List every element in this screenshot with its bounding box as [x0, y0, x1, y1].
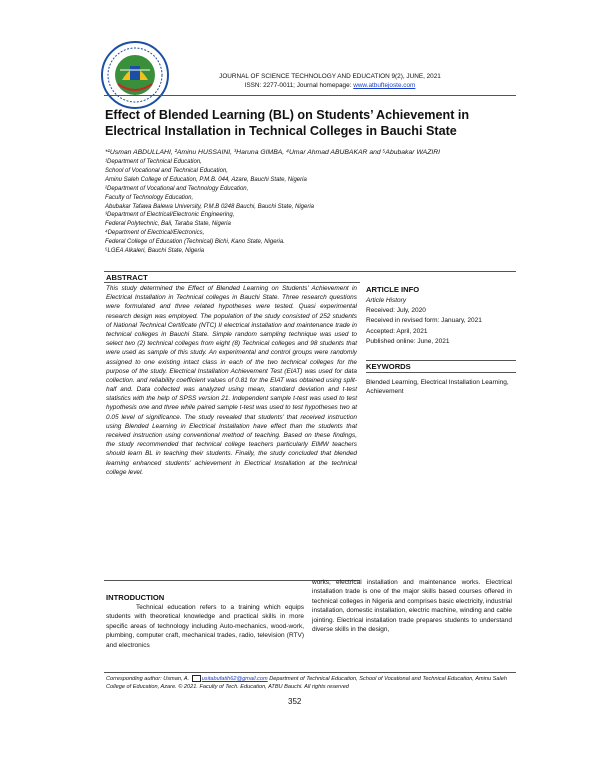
abstract-heading-rule: [104, 282, 360, 283]
affiliation-line: Federal Polytechnic, Bali, Taraba State, Nigeria: [105, 221, 231, 228]
envelope-icon: [192, 675, 201, 682]
affiliation-line: ⁵LGEA Alkaleri, Bauchi State, Nigeria: [105, 248, 205, 255]
paper-title: Effect of Blended Learning (BL) on Students’ Achievement in Electrical Installation in Technical Colleges in Bauchi State: [105, 108, 470, 138]
affiliation-line: ²Department of Vocational and Technology Education,: [105, 185, 249, 192]
affiliation-line: ¹Department of Technical Education,: [105, 159, 202, 165]
introduction-col2: works, electrical installation and maintenance works. Electrical installation trade is one of the major skills based courses offered in technical colleges in Nigeria and comprises basic electricity, industrial installation, domestic installation, electric machine, winding and cable jointing. Electrical installation trade prepares students to understand diverse skills in the design,: [312, 579, 512, 634]
abstract-body: This study determined the Effect of Blended Learning on Students’ Achievement in Electrical Installation in Technical colleges in Bauchi State. Three research questions were formulated and three related hypotheses were tested. Quasi experimental research design was employed. The population of the study consisted of 252 students of National Technical Certificate (NTC) II electrical installation and maintenance trade in technical colleges in Bauchi State. Simple random sampling technique was used to select two (2) technical colleges from eight (8) Technical colleges and 98 students that were used as sample of this study. An experimental and control groups were randomly assigned to one existing intact class in each of the two technical colleges for the purpose of the study. Electrical Installation Achievement Test (EIAT) was used for data collection. and reliability coefficient values of 0.81 for the EIAT was obtained using split-half and. Data collected was analyzed using mean, standard deviation and t-test statistics with the help of SPSS version 21. Independent sample t-test was used to test hypothesis one and three while paired sample t-test was used to test hypotheses two at 0.05 level of significance. The study revealed that students’ that received instruction using Blended Learning in Electrical Installation have effect than the students that received instruction using conventional method of teaching. Based on these findings, the study recommended that technical college teachers particularly EIMW teachers should learn BL in teaching their students. Finally, the study concluded that blended learning enhanced students’ achievement in Electrical Installation at the technical college level.: [106, 285, 357, 476]
introduction-heading: INTRODUCTION: [106, 593, 165, 602]
introduction-col1: Technical education refers to a training which equips students with theoretical knowledge and practical skills in more specific areas of technology including Auto-mechanics, wood-work, plumbing, computer craft, mechanical trades, radio, television (RTV) and electronics: [106, 604, 304, 649]
affiliations: [105, 158, 505, 256]
affiliation-line: Faculty of Technology Education,: [105, 194, 194, 201]
article-info-heading: ARTICLE INFO: [366, 285, 420, 294]
keywords-rule: [366, 360, 516, 361]
abstract-heading: ABSTRACT: [106, 273, 148, 282]
revised-date: Received in revised form: January, 2021: [366, 317, 482, 325]
footer-rule: [104, 672, 516, 673]
abstract-top-rule: [104, 271, 516, 272]
affiliation-line: Aminu Saleh College of Education, P.M.B. 044, Azare, Bauchi State, Nigeria: [105, 176, 307, 183]
keywords-heading: KEYWORDS: [366, 362, 411, 371]
journal-homepage-link[interactable]: www.atbuftejoste.com: [353, 82, 416, 89]
keywords-heading-rule: [366, 372, 516, 373]
author-email-link[interactable]: usitabufatih62@gmail.com: [201, 676, 268, 682]
received-date: Received: July, 2020: [366, 307, 426, 315]
journal-header: [190, 72, 470, 90]
journal-issn: ISSN: 2277-0011; Journal homepage: www.atbuftejoste.com: [244, 82, 416, 89]
affiliation-line: School of Vocational and Technical Education,: [105, 167, 228, 174]
article-history-label: Article History: [366, 297, 407, 304]
published-date: Published online: June, 2021: [366, 337, 450, 345]
affiliation-line: ⁴Department of Electrical/Electronics,: [105, 230, 205, 237]
page-number: 352: [288, 697, 302, 706]
corresponding-author-note: Corresponding author: Usman, A. usitabufatih62@gmail.com Department of Technical Education, School of Vocational and Technical Education, Aminu Saleh College of Education, Azare. © 2021. Faculty of Tech. Education, ATBU Bauchi. All rights reserved: [106, 676, 507, 690]
article-info: [366, 296, 516, 347]
keywords-list: Blended Learning, Electrical Installation Learning, Achievement: [366, 379, 509, 396]
affiliation-line: Federal College of Education (Technical) Bichi, Kano State, Nigeria.: [105, 239, 285, 246]
journal-logo: [100, 40, 170, 110]
author-list: *¹Usman ABDULLAHI, ²Aminu HUSSAINI, ³Haruna GIMBA, ⁴Umar Ahmad ABUBAKAR and ⁵Abubakar WAZIRI: [105, 149, 441, 156]
accepted-date: Accepted: April, 2021: [366, 327, 428, 335]
affiliation-line: Abubakar Tafawa Balewa University, P.M.B 0248 Bauchi, Bauchi State, Nigeria: [105, 203, 315, 210]
header-rule: [104, 95, 516, 96]
affiliation-line: ³Department of Electrical/Electronic Engineering,: [105, 212, 235, 219]
journal-name: JOURNAL OF SCIENCE TECHNOLOGY AND EDUCATION 9(2), JUNE, 2021: [219, 73, 441, 80]
